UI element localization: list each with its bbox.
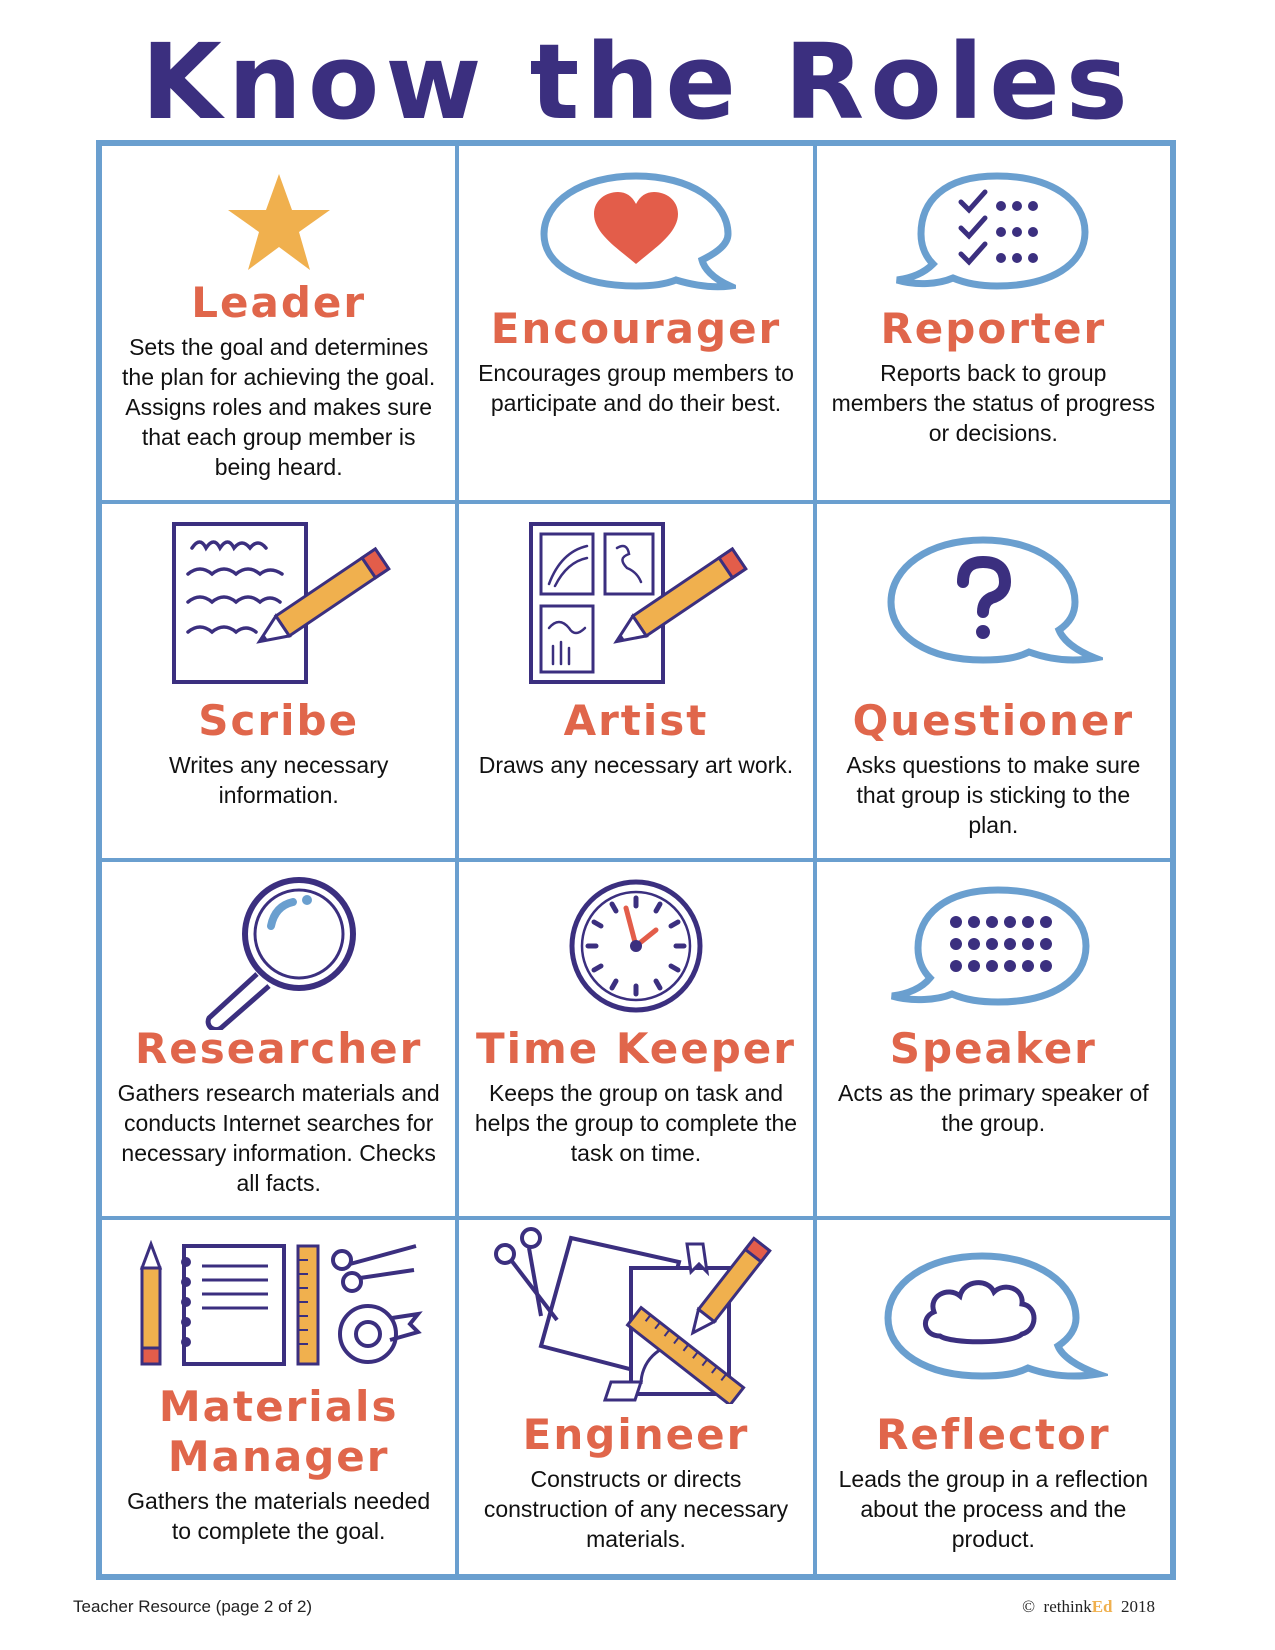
role-name: Scribe — [198, 696, 360, 745]
role-description: Draws any necessary art work. — [478, 752, 794, 778]
heart-speech-bubble-icon — [536, 168, 736, 298]
brand-rethink: rethink — [1043, 1597, 1092, 1616]
magnifying-glass-icon — [189, 870, 369, 1030]
role-description: Writes any necessary information. — [168, 752, 389, 808]
role-card-reporter — [815, 144, 1172, 502]
role-card-questioner — [815, 502, 1172, 860]
footer-copyright — [1022, 1597, 1155, 1617]
dots-speech-bubble-icon — [888, 884, 1098, 1014]
role-name: Reporter — [880, 304, 1107, 353]
school-supplies-icon — [134, 1240, 424, 1370]
role-card-time-keeper — [457, 860, 814, 1218]
role-name: Questioner — [852, 696, 1135, 745]
role-description: Gathers the materials needed to complete the goal. — [127, 1488, 431, 1544]
role-card-speaker — [815, 860, 1172, 1218]
role-name: Materials Manager — [158, 1382, 399, 1481]
role-description: Leads the group in a reflection about the process and the product. — [838, 1466, 1149, 1552]
brand-ed: Ed — [1091, 1597, 1113, 1616]
page-title: Know the Roles — [141, 21, 1134, 143]
role-description: Keeps the group on task and helps the group to complete the task on time. — [474, 1080, 798, 1166]
role-card-encourager — [457, 144, 814, 502]
role-name: Leader — [191, 278, 367, 327]
role-description: Gathers research materials and conducts Internet searches for necessary information. Checks all facts. — [117, 1080, 440, 1196]
copyright-year: 2018 — [1121, 1597, 1155, 1616]
role-description: Sets the goal and determines the plan for achieving the goal. Assigns roles and makes sure that each group member is being heard. — [122, 334, 436, 480]
role-name: Time Keeper — [476, 1024, 796, 1073]
clock-icon — [566, 876, 706, 1016]
cloud-speech-bubble-icon — [878, 1248, 1108, 1388]
role-card-materials-manager — [100, 1218, 457, 1576]
role-name: Speaker — [889, 1024, 1097, 1073]
role-name: Researcher — [134, 1024, 423, 1073]
role-name: Reflector — [876, 1410, 1111, 1459]
question-speech-bubble-icon — [883, 532, 1103, 672]
role-name: Artist — [563, 696, 709, 745]
role-description: Acts as the primary speaker of the group. — [838, 1080, 1149, 1136]
role-description: Reports back to group members the status of progress or decisions. — [831, 360, 1156, 446]
role-card-researcher — [100, 860, 457, 1218]
role-card-leader — [100, 144, 457, 502]
role-name: Encourager — [490, 304, 782, 353]
role-name: Engineer — [522, 1410, 750, 1459]
paper-pencil-icon — [164, 518, 394, 688]
role-description: Constructs or directs construction of any necessary materials. — [483, 1466, 789, 1552]
role-card-scribe — [100, 502, 457, 860]
checklist-speech-bubble-icon — [893, 168, 1093, 298]
roles-grid — [96, 140, 1176, 1580]
role-card-engineer — [457, 1218, 814, 1576]
footer-page-label: Teacher Resource (page 2 of 2) — [73, 1597, 313, 1616]
sketch-pencil-icon — [521, 518, 751, 688]
role-description: Asks questions to make sure that group is sticking to the plan. — [846, 752, 1141, 838]
copyright-symbol: © — [1022, 1597, 1036, 1616]
role-card-artist — [457, 502, 814, 860]
role-description: Encourages group members to participate and do their best. — [478, 360, 794, 416]
star-icon — [224, 170, 334, 274]
drafting-tools-icon — [491, 1224, 781, 1404]
role-card-reflector — [815, 1218, 1172, 1576]
